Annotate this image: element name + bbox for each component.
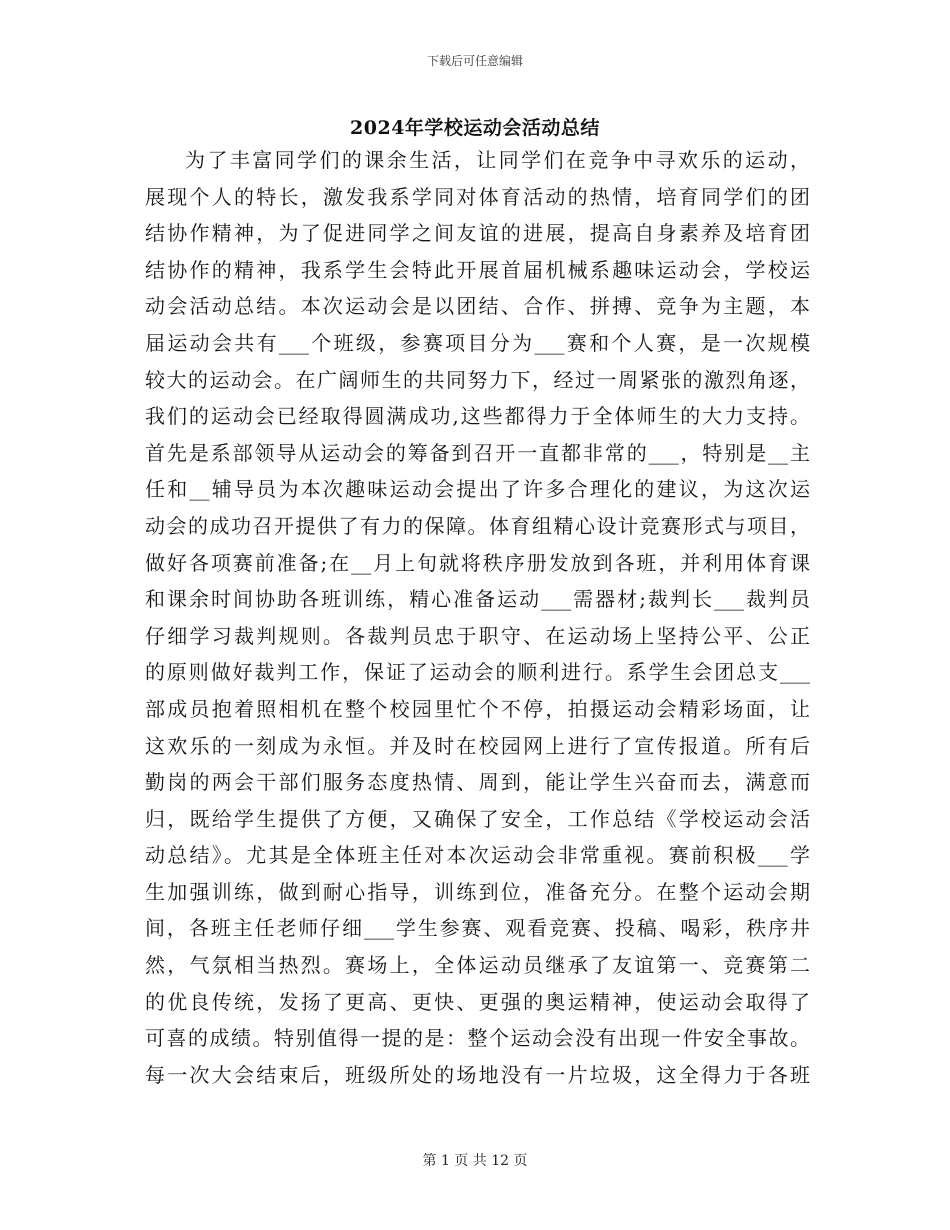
document-body xyxy=(145,142,810,1093)
body-line: 届运动会共有___个班级，参赛项目分为___赛和个人赛，是一次规模 xyxy=(145,330,810,355)
page-header-note: 下载后可任意编辑 xyxy=(426,54,523,68)
body-line: 部成员抱着照相机在整个校园里忙个不停，拍摄运动会精彩场面，让 xyxy=(145,696,810,721)
body-line: 做好各项赛前准备;在__月上旬就将秩序册发放到各班，并利用体育课 xyxy=(145,550,810,575)
body-line: 为了丰富同学们的课余生活，让同学们在竞争中寻欢乐的运动， xyxy=(185,148,810,172)
body-line: 首先是系部领导从运动会的筹备到召开一直都非常的___，特别是__主 xyxy=(145,440,810,465)
body-line: 仔细学习裁判规则。各裁判员忠于职守、在运动场上坚持公平、公正 xyxy=(145,623,810,648)
body-line: 结协作的精神，我系学生会特此开展首届机械系趣味运动会，学校运 xyxy=(145,257,810,282)
body-line: 和课余时间协助各班训练，精心准备运动___需器材;裁判长___裁判员 xyxy=(145,587,810,612)
body-line: 每一次大会结束后，班级所处的场地没有一片垃圾，这全得力于各班 xyxy=(145,1062,810,1087)
body-line: 结协作精神，为了促进同学之间友谊的进展，提高自身素养及培育团 xyxy=(145,221,810,246)
body-line: 的原则做好裁判工作，保证了运动会的顺利进行。系学生会团总支___ xyxy=(145,660,810,685)
body-line: 生加强训练，做到耐心指导，训练到位，准备充分。在整个运动会期 xyxy=(145,879,810,904)
body-line: 间，各班主任老师仔细___学生参赛、观看竞赛、投稿、喝彩，秩序井 xyxy=(145,916,810,941)
body-line: 我们的运动会已经取得圆满成功,这些都得力于全体师生的大力支持。 xyxy=(145,404,810,429)
body-line: 的优良传统，发扬了更高、更快、更强的奥运精神，使运动会取得了 xyxy=(145,989,810,1014)
page-number: 第 1 页 共 12 页 xyxy=(422,1153,528,1169)
body-line: 动会的成功召开提供了有力的保障。体育组精心设计竞赛形式与项目， xyxy=(145,513,810,538)
body-line: 展现个人的特长，激发我系学同对体育活动的热情，培育同学们的团 xyxy=(145,184,810,209)
body-line: 任和__辅导员为本次趣味运动会提出了许多合理化的建议，为这次运 xyxy=(145,477,810,502)
body-line: 较大的运动会。在广阔师生的共同努力下，经过一周紧张的激烈角逐， xyxy=(145,367,810,392)
body-line: 然，气氛相当热烈。赛场上，全体运动员继承了友谊第一、竞赛第二 xyxy=(145,953,810,978)
body-line: 可喜的成绩。特别值得一提的是：整个运动会没有出现一件安全事故。 xyxy=(145,1026,810,1051)
document-title: 2024年学校运动会活动总结 xyxy=(350,117,600,139)
body-line: 归，既给学生提供了方便，又确保了安全，工作总结《学校运动会活 xyxy=(145,806,810,831)
body-line: 动总结》。尤其是全体班主任对本次运动会非常重视。赛前积极___学 xyxy=(145,843,810,868)
body-line: 这欢乐的一刻成为永恒。并及时在校园网上进行了宣传报道。所有后 xyxy=(145,733,810,758)
body-line: 动会活动总结。本次运动会是以团结、合作、拼搏、竞争为主题，本 xyxy=(145,294,810,319)
body-line: 勤岗的两会干部们服务态度热情、周到，能让学生兴奋而去，满意而 xyxy=(145,770,810,795)
